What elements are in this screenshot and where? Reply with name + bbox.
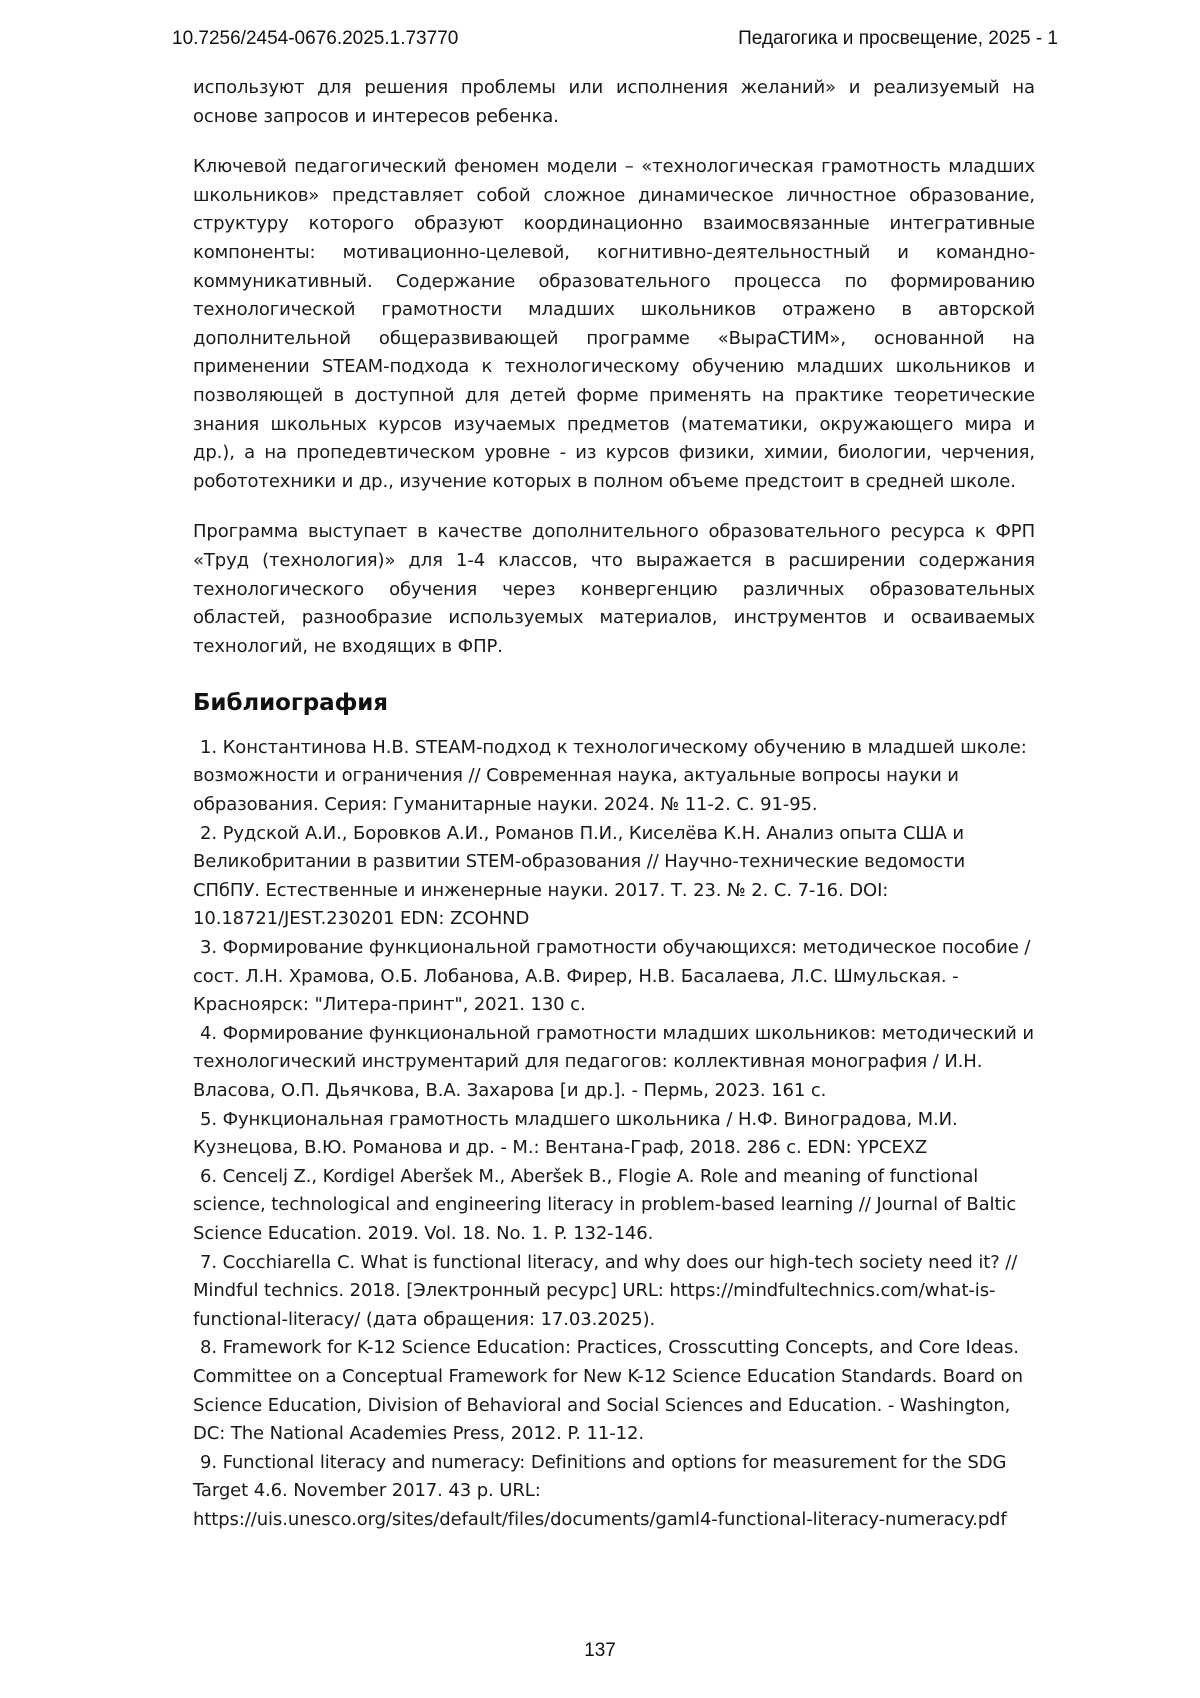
bib-item-text: Рудской А.И., Боровков А.И., Романов П.И., Киселёва К.Н. Анализ опыта США и Великобритании в развитии STEM-образования // Научно-технические ведомости СПбПУ. Естественные и инженерные науки. 2017. Т. 23. № 2. С. 7-16. DOI: 10.18721/JEST.230201 EDN: ZCOHND [193, 822, 966, 930]
bibliography-item [193, 734, 1035, 820]
bibliography-item [193, 1334, 1035, 1448]
bib-item-number: 2. [200, 822, 217, 844]
bib-item-number: 7. [200, 1251, 217, 1273]
bib-item-text: Формирование функциональной грамотности младших школьников: методический и технологический инструментарий для педагогов: коллективная монография / И.Н. Власова, О.П. Дьячкова, В.А. Захарова [и др.]. - Пермь, 2023. 161 с. [193, 1022, 1034, 1101]
bib-item-number: 5. [200, 1108, 217, 1130]
page-header [172, 28, 1058, 50]
bib-item-text: Константинова Н.В. STEAM-подход к технологическому обучению в младшей школе: возможности и ограничения // Современная наука, актуальные вопросы науки и образования. Серия: Гуманитарные науки. 2024. № 11-2. С. 91-95. [193, 736, 1027, 816]
bibliography-item [193, 1249, 1035, 1335]
bib-item-text: Functional literacy and numeracy: Definitions and options for measurement for the SDG Target 4.6. November 2017. 43 p. URL: https://uis.unesco.org/sites/default/files/documents/gaml4-functional-literacy-numeracy.pdf [193, 1451, 1007, 1530]
bib-item-text: Функциональная грамотность младшего школьника / Н.Ф. Виноградова, М.И. Кузнецова, В.Ю. Романова и др. - М.: Вентана-Граф, 2018. 286 с. EDN: YPCEXZ [193, 1108, 958, 1159]
bibliography-list [193, 734, 1035, 1535]
doi-text: 10.7256/2454-0676.2025.1.73770 [172, 28, 459, 49]
bibliography-item [193, 1106, 1035, 1163]
bibliography-item [193, 1020, 1035, 1106]
bib-item-text: Cencelj Z., Kordigel Aberšek M., Aberšek B., Flogie A. Role and meaning of functional science, technological and engineering literacy in problem-based learning // Journal of Baltic Science Education. 2019. Vol. 18. No. 1. P. 132-146. [193, 1165, 1017, 1244]
bibliography-item [193, 934, 1035, 1020]
bib-item-text: Framework for K-12 Science Education: Practices, Crosscutting Concepts, and Core Ideas. Committee on a Conceptual Framework for New K-12 Science Education Standards. Board on Science Education, Division of Behavioral and Social Sciences and Education. - Washington, DC: The National Academies Press, 2012. P. 11-12. [193, 1337, 1023, 1445]
bibliography-heading: Библиография [193, 690, 388, 717]
bib-item-text: Формирование функциональной грамотности обучающихся: методическое пособие / сост. Л.Н. Храмова, О.Б. Лобанова, А.В. Фирер, Н.В. Басалаева, Л.С. Шмульская. - Красноярск: "Литера-принт", 2021. 130 с. [193, 937, 1031, 1016]
page-number: 137 [584, 1640, 616, 1661]
bib-item-number: 4. [200, 1022, 217, 1044]
bib-item-text: Cocchiarella C. What is functional literacy, and why does our high-tech society need it? // Mindful technics. 2018. [Электронный ресурс] URL: https://mindfultechnics.com/what-is-functional-literacy/ (дата обращения: 17.03.2025). [193, 1251, 1018, 1330]
article-body [193, 74, 1035, 1535]
bib-item-number: 8. [200, 1337, 217, 1359]
bib-item-number: 9. [200, 1451, 217, 1473]
bibliography-item [193, 820, 1035, 934]
bibliography-item [193, 1449, 1035, 1535]
bib-item-number: 6. [200, 1165, 217, 1187]
body-paragraph: Программа выступает в качестве дополнительного образовательного ресурса к ФРП «Труд (технология)» для 1-4 классов, что выражается в расширении содержания технологического обучения через конвергенцию различных образовательных областей, разнообразие используемых материалов, инструментов и осваиваемых технологий, не входящих в ФПР. [193, 521, 1035, 657]
bib-item-number: 3. [200, 937, 217, 959]
bibliography-item [193, 1163, 1035, 1249]
bib-item-number: 1. [200, 736, 217, 758]
body-paragraph: используют для решения проблемы или исполнения желаний» и реализуемый на основе запросов и интересов ребенка. [193, 77, 1035, 127]
body-paragraph: Ключевой педагогический феномен модели – «технологическая грамотность младших школьников» представляет собой сложное динамическое личностное образование, структуру которого образуют координационно взаимосвязанные интегративные компоненты: мотивационно-целевой, когнитивно-деятельностный и командно-коммуникативный. Содержание образовательного процесса по формированию технологической грамотности младших школьников отражено в авторской дополнительной общеразвивающей программе «ВыраСТИМ», основанной на применении STEAM-подхода к технологическому обучению младших школьников и позволяющей в доступной для детей форме применять на практике теоретические знания школьных курсов изучаемых предметов (математики, окружающего мира и др.), а на пропедевтическом уровне - из курсов физики, химии, биологии, черчения, робототехники и др., изучение которых в полном объеме предстоит в средней школе. [193, 156, 1035, 492]
journal-title: Педагогика и просвещение, 2025 - 1 [738, 28, 1058, 49]
